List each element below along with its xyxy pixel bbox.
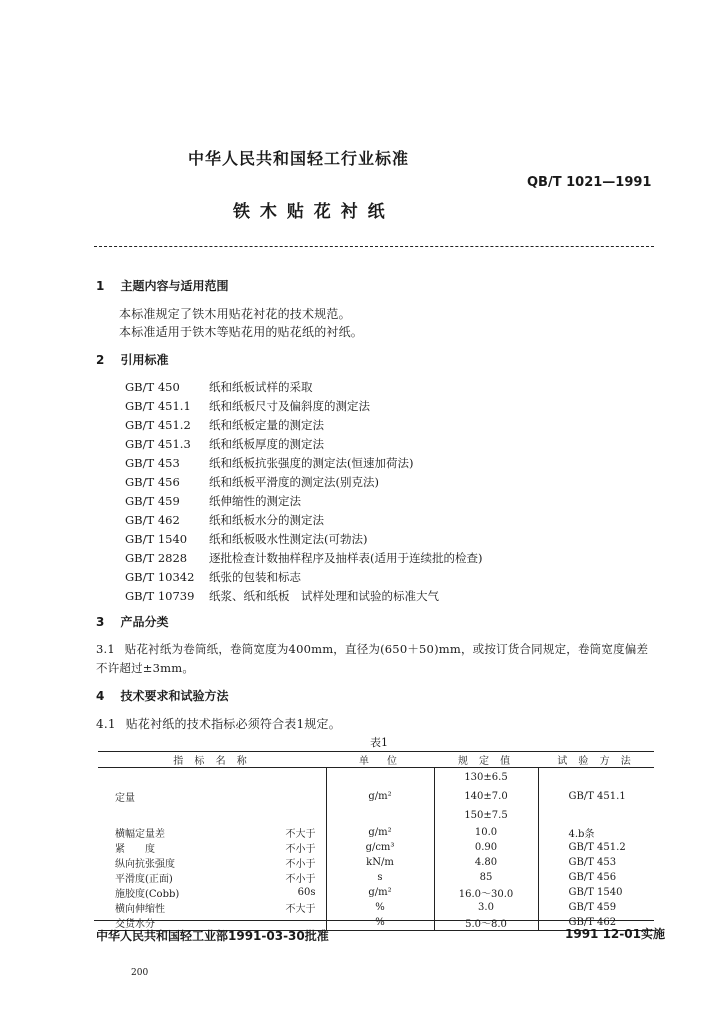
value-cell: 85 — [434, 870, 538, 885]
clause-number: 4.1 — [96, 717, 116, 731]
standard-code-ref: GB/T 451.1 — [125, 399, 191, 413]
standard-code-ref: GB/T 10342 — [125, 570, 195, 584]
reference-standard — [125, 398, 370, 414]
value-cell: 16.0～30.0 — [434, 885, 538, 900]
reference-standard — [125, 436, 324, 452]
table-row — [98, 855, 654, 870]
standard-name: 纸和纸板吸水性测定法(可勃法) — [209, 532, 368, 546]
standard-code-ref: GB/T 2828 — [125, 551, 188, 565]
standard-code-ref: GB/T 1540 — [125, 532, 188, 546]
page-number: 200 — [131, 968, 149, 978]
reference-standard — [125, 417, 324, 433]
method-cell: GB/T 456 — [538, 870, 654, 885]
method-cell: GB/T 459 — [538, 900, 654, 915]
header-method: 试 验 方 法 — [538, 752, 654, 768]
value-cell: 5.0～8.0 — [434, 915, 538, 931]
method-cell: GB/T 1540 — [538, 885, 654, 900]
standard-name: 纸和纸板厚度的测定法 — [209, 437, 324, 451]
standard-code-ref: GB/T 451.2 — [125, 418, 191, 432]
standard-code-ref: GB/T 450 — [125, 380, 180, 394]
section-title: 技术要求和试验方法 — [120, 689, 229, 703]
paragraph: 本标准适用于铁木等贴花用的贴花纸的衬纸。 — [119, 325, 364, 339]
value-cell: 10.0 — [434, 825, 538, 840]
table-header-row — [98, 752, 654, 768]
section-number: 4 — [96, 689, 105, 703]
indicator-name: 施胶度(Cobb) — [115, 888, 180, 900]
standard-name: 纸张的包装和标志 — [209, 570, 301, 584]
unit-cell: g/m² — [326, 885, 434, 900]
standard-name: 纸伸缩性的测定法 — [209, 494, 301, 508]
reference-standard — [125, 512, 324, 528]
effective-date: 1991 12-01实施 — [565, 927, 665, 941]
clause-3-1-cont: 不许超过±3mm。 — [96, 661, 195, 675]
section-number: 1 — [96, 279, 105, 293]
standard-code-ref: GB/T 456 — [125, 475, 180, 489]
unit-cell: g/cm³ — [326, 840, 434, 855]
footer-divider — [94, 920, 654, 921]
indicator-condition: 60s — [297, 886, 316, 898]
table-row — [98, 900, 654, 915]
clause-text: 贴花衬纸的技术指标必须符合表1规定。 — [125, 717, 341, 731]
reference-standard — [125, 588, 439, 604]
method-cell: GB/T 453 — [538, 855, 654, 870]
indicator-condition: 不小于 — [285, 843, 316, 855]
standard-name: 纸和纸板平滑度的测定法(别克法) — [209, 475, 379, 489]
indicator-name: 横向伸缩性 — [115, 903, 165, 915]
section-title: 产品分类 — [120, 615, 169, 629]
value-cell: 140±7.0 — [434, 787, 538, 806]
indicator-name: 平滑度(正面) — [115, 873, 173, 885]
method-cell: 4.b条 — [538, 825, 654, 840]
standard-code-ref: GB/T 459 — [125, 494, 180, 508]
unit-cell: s — [326, 870, 434, 885]
clause-number: 3.1 — [96, 642, 115, 656]
indicator-condition: 不小于 — [285, 858, 316, 870]
standard-name: 逐批检查计数抽样程序及抽样表(适用于连续批的检查) — [209, 551, 483, 565]
value-cell: 150±7.5 — [434, 806, 538, 825]
header-unit: 单 位 — [326, 752, 434, 768]
standard-code-ref: GB/T 462 — [125, 513, 180, 527]
header-indicator: 指 标 名 称 — [98, 752, 326, 768]
section-1-heading — [96, 277, 229, 294]
unit-cell: % — [326, 900, 434, 915]
header-divider — [94, 246, 654, 247]
indicator-name: 横幅定量差 — [115, 828, 165, 840]
clause-4-1 — [96, 715, 341, 732]
standard-code-ref: GB/T 453 — [125, 456, 180, 470]
reference-standard — [125, 569, 301, 585]
approval-line: 中华人民共和国轻工业部1991-03-30批准 — [96, 929, 329, 943]
header-value: 规 定 值 — [434, 752, 538, 768]
section-title: 引用标准 — [120, 353, 169, 367]
method-cell: GB/T 462 — [538, 915, 654, 931]
table-row — [98, 825, 654, 840]
section-number: 2 — [96, 353, 105, 367]
section-number: 3 — [96, 615, 105, 629]
standard-org-title: 中华人民共和国轻工行业标准 — [188, 149, 410, 168]
standard-code-ref: GB/T 451.3 — [125, 437, 191, 451]
value-cell: 0.90 — [434, 840, 538, 855]
indicator-condition: 不大于 — [285, 828, 316, 840]
unit-cell: g/m² — [326, 768, 434, 825]
value-cell: 130±6.5 — [434, 768, 538, 787]
reference-standard — [125, 493, 301, 509]
standard-name: 纸和纸板抗张强度的测定法(恒速加荷法) — [209, 456, 414, 470]
value-cell: 3.0 — [434, 900, 538, 915]
clause-text: 贴花衬纸为卷筒纸，卷筒宽度为400mm，直径为(650＋50)mm，或按订货合同规定，卷筒宽度偏差 — [124, 642, 649, 656]
indicator-condition: 不小于 — [285, 873, 316, 885]
section-2-heading — [96, 351, 169, 368]
reference-standard — [125, 531, 367, 547]
standard-code: QB/T 1021—1991 — [527, 175, 652, 190]
table-caption: 表1 — [370, 736, 388, 749]
table-row — [98, 870, 654, 885]
table-row — [98, 840, 654, 855]
table-row — [98, 768, 654, 787]
indicator-name: 纵向抗张强度 — [115, 858, 175, 870]
unit-cell: % — [326, 915, 434, 931]
reference-standard — [125, 455, 413, 471]
reference-standard — [125, 379, 313, 395]
paragraph: 本标准规定了铁木用贴花衬花的技术规范。 — [119, 307, 351, 321]
unit-cell: g/m² — [326, 825, 434, 840]
standard-name: 纸和纸板尺寸及偏斜度的测定法 — [209, 399, 370, 413]
indicator-name: 交货水分 — [98, 915, 250, 931]
value-cell: 4.80 — [434, 855, 538, 870]
table-row — [98, 885, 654, 900]
section-4-heading — [96, 687, 229, 704]
document-title: 铁 木 贴 花 衬 纸 — [233, 202, 387, 222]
reference-standard — [125, 550, 482, 566]
standard-name: 纸和纸板水分的测定法 — [209, 513, 324, 527]
clause-3-1 — [96, 641, 648, 657]
indicator-name: 定量 — [115, 792, 135, 804]
standard-code-ref: GB/T 10739 — [125, 589, 195, 603]
standard-name: 纸浆、纸和纸板 试样处理和试验的标准大气 — [209, 589, 439, 603]
unit-cell: kN/m — [326, 855, 434, 870]
indicator-condition: 不大于 — [285, 903, 316, 915]
indicator-name: 紧 度 — [115, 843, 155, 855]
reference-standard — [125, 474, 379, 490]
section-3-heading — [96, 613, 169, 630]
method-cell: GB/T 451.1 — [538, 768, 654, 825]
method-cell: GB/T 451.2 — [538, 840, 654, 855]
section-title: 主题内容与适用范围 — [120, 279, 229, 293]
standard-name: 纸和纸板试样的采取 — [209, 380, 313, 394]
spec-table — [98, 751, 654, 931]
standard-name: 纸和纸板定量的测定法 — [209, 418, 324, 432]
